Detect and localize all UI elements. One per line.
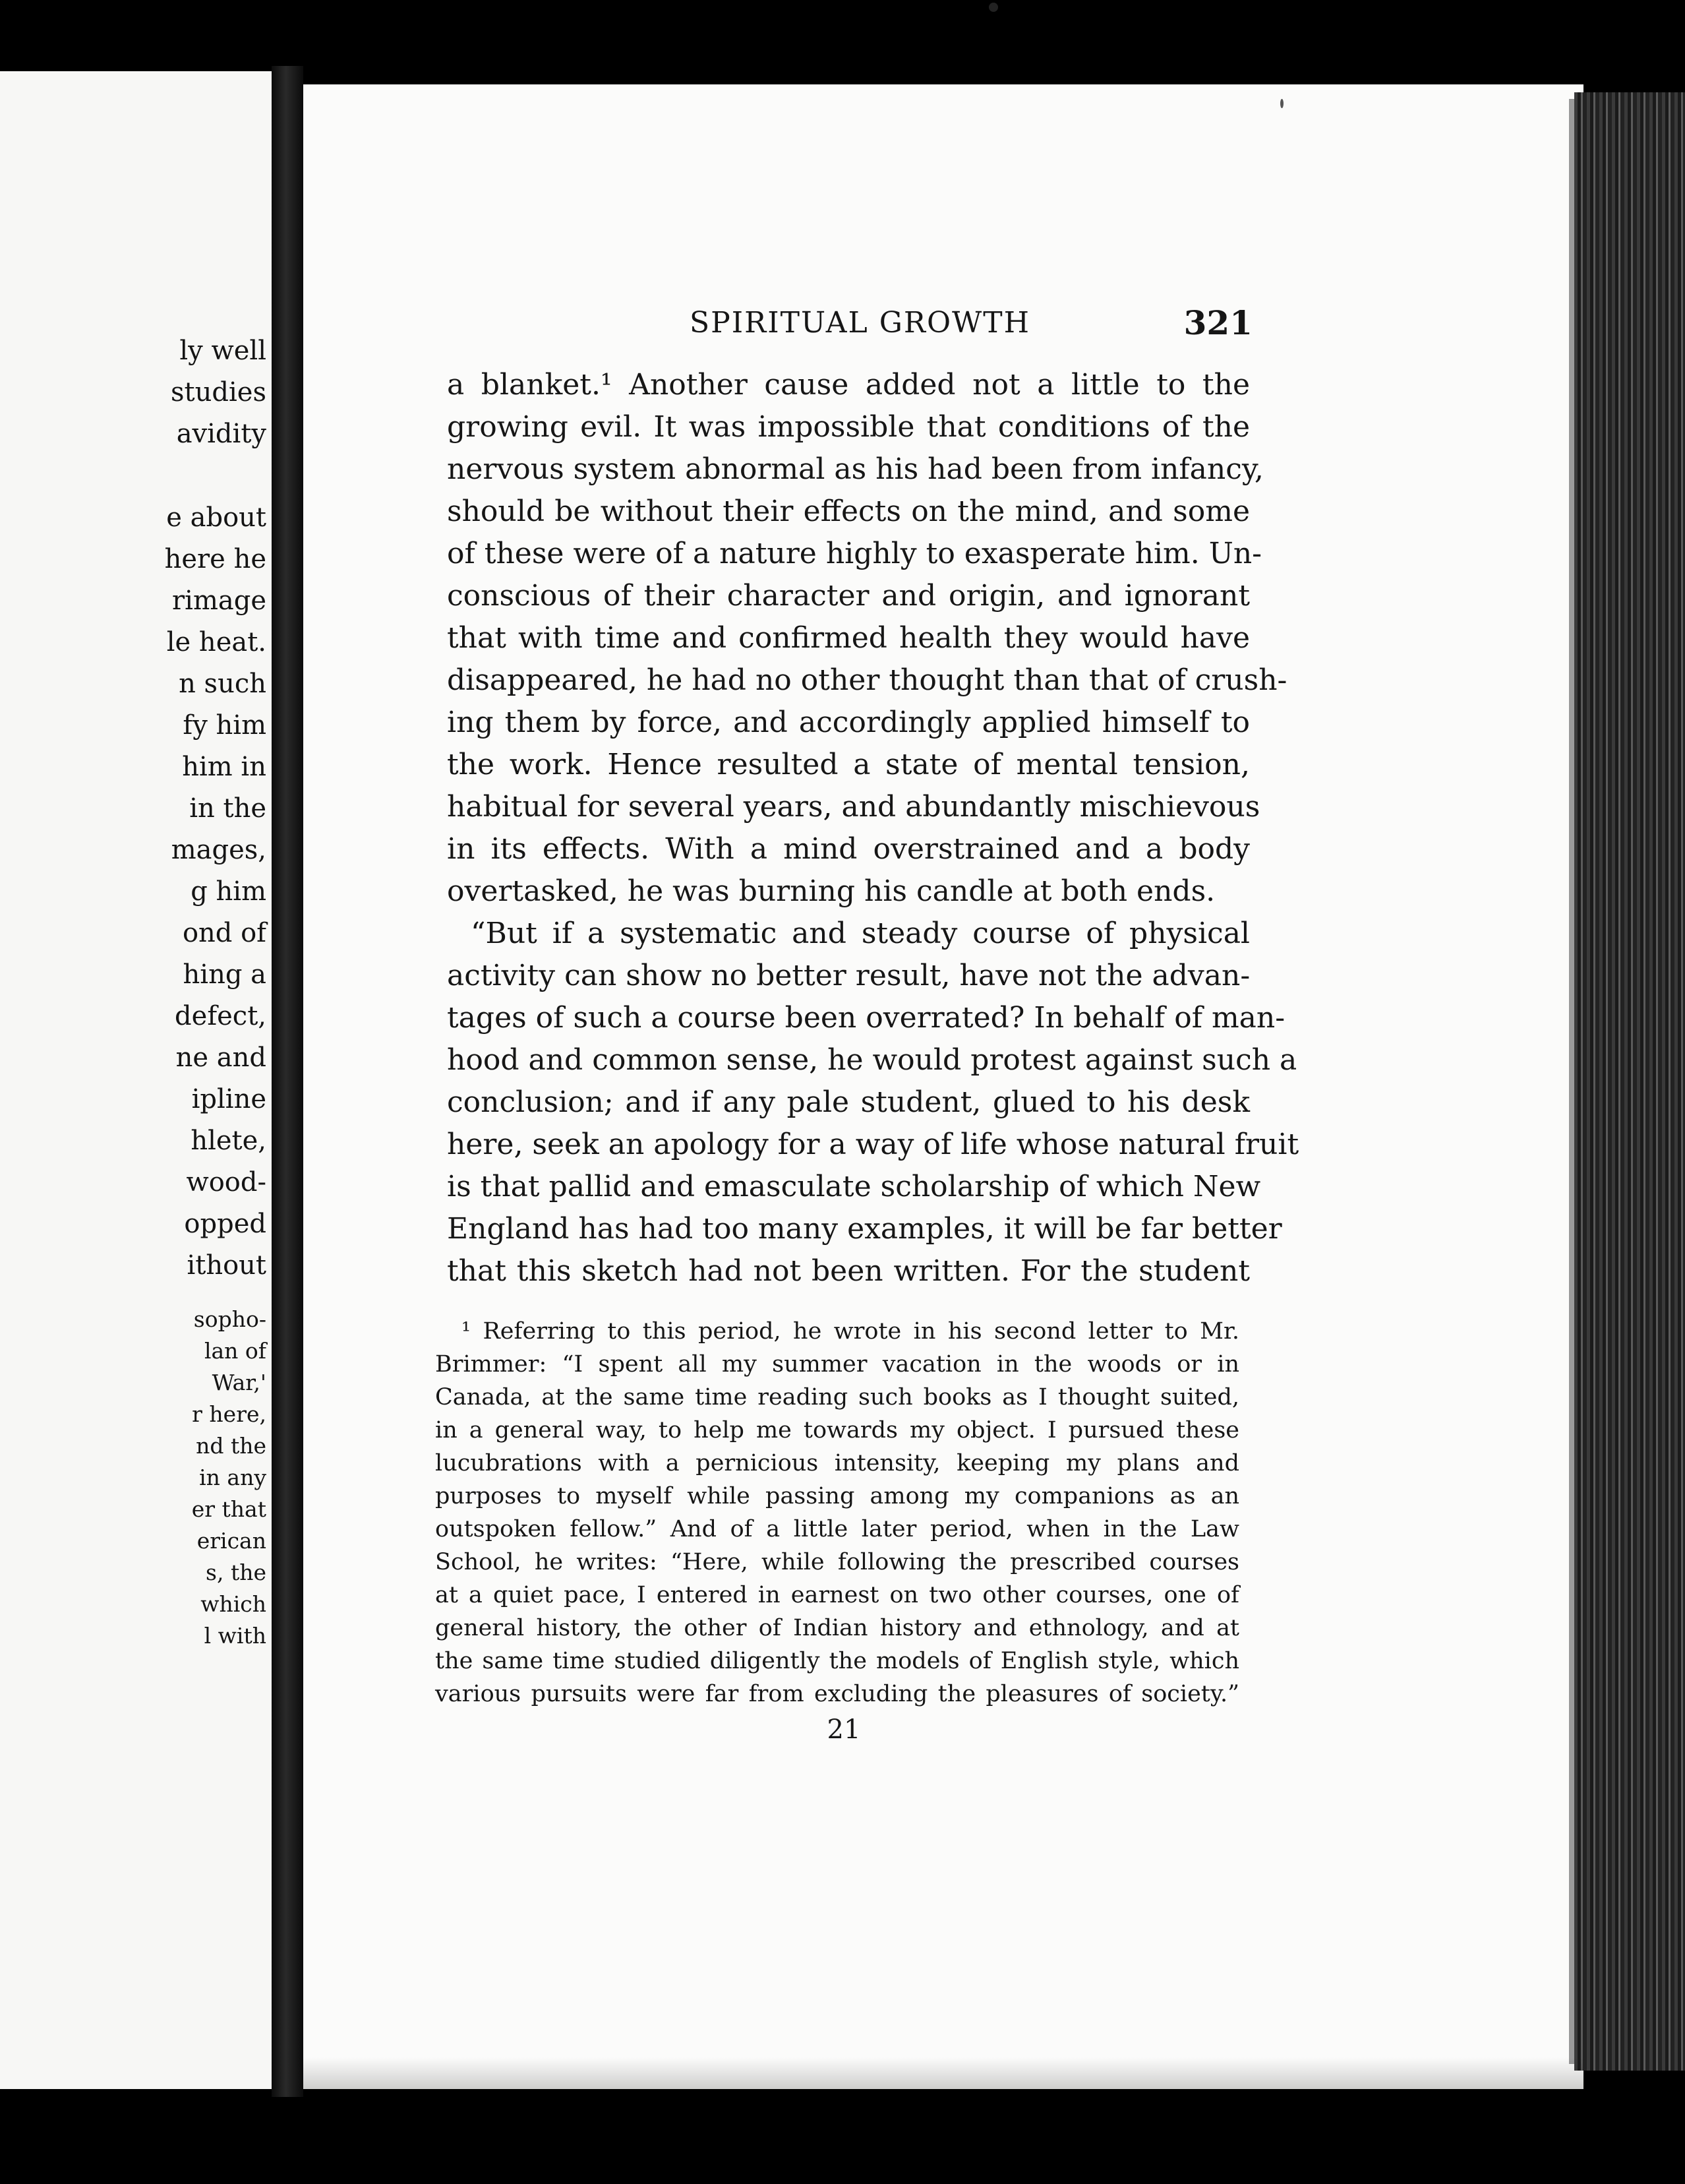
left-page-footnote-line: erican	[196, 1528, 266, 1554]
left-page-footnote-line: War,'	[212, 1370, 266, 1395]
left-page-footnote-line: sopho-	[193, 1306, 266, 1332]
body-line: tages of such a course been overrated? In behalf of man-	[447, 1001, 1286, 1035]
body-line: is that pallid and emasculate scholarship of which New	[447, 1170, 1261, 1203]
left-page-line: ne and	[175, 1043, 266, 1073]
signature-mark: 21	[827, 1714, 861, 1745]
left-page-line: ipline	[191, 1084, 266, 1114]
left-page-footnote-line: in any	[199, 1465, 266, 1490]
body-line: in its effects. With a mind overstrained and a body	[447, 832, 1250, 866]
left-page-line: avidity	[176, 419, 266, 449]
footnote-line: School, he writes: “Here, while following the prescribed courses	[435, 1549, 1239, 1575]
body-line: that with time and confirmed health they would have	[447, 621, 1250, 655]
left-page-line: defect,	[175, 1001, 266, 1031]
left-page-line: ly well	[179, 336, 266, 366]
body-line: England has had too many examples, it will be far better	[447, 1212, 1282, 1246]
footnote-line: Brimmer: “I spent all my summer vacation in the woods or in	[435, 1351, 1239, 1378]
body-line: conclusion; and if any pale student, glued to his desk	[447, 1085, 1250, 1119]
page-number: 321	[1183, 303, 1253, 342]
body-line: habitual for several years, and abundantly mischievous	[447, 790, 1260, 824]
left-page-line: e about	[166, 502, 266, 533]
footnote-line: various pursuits were far from excluding the pleasures of society.”	[435, 1681, 1239, 1707]
left-page-footnote-line: l with	[204, 1623, 266, 1649]
body-line: growing evil. It was impossible that conditions of the	[447, 410, 1250, 444]
left-page-line: rimage	[172, 586, 266, 616]
left-page-line: le heat.	[166, 627, 266, 657]
left-page-line: fy him	[183, 710, 266, 741]
body-line: should be without their effects on the mind, and some	[447, 495, 1250, 528]
left-page-footnote-line: lan of	[204, 1338, 266, 1364]
body-line: disappeared, he had no other thought than that of crush-	[447, 663, 1287, 697]
body-line: that this sketch had not been written. For the student	[447, 1254, 1250, 1288]
body-line: ing them by force, and accordingly applied himself to	[447, 706, 1250, 739]
left-page-line: studies	[171, 377, 266, 408]
scan-speck	[1280, 99, 1284, 108]
left-page-line: here he	[164, 544, 266, 574]
body-line: of these were of a nature highly to exasperate him. Un-	[447, 537, 1262, 570]
running-head: SPIRITUAL GROWTH	[690, 306, 1030, 340]
left-page-line: ithout	[187, 1250, 266, 1281]
scan-speck	[989, 3, 998, 12]
left-page-footnote-line: r here,	[192, 1401, 266, 1427]
left-page-line: mages,	[171, 835, 266, 865]
left-page-footnote-line: s, the	[206, 1560, 266, 1585]
left-page-footnote-line: er that	[191, 1496, 266, 1522]
footnote-line: Canada, at the same time reading such books as I thought suited,	[435, 1384, 1239, 1410]
left-page-line: opped	[184, 1209, 266, 1239]
left-page-line: ond of	[182, 918, 266, 948]
left-page-line: hing a	[183, 959, 266, 990]
left-page-line: g him	[191, 876, 266, 907]
left-page-footnote-line: nd the	[196, 1433, 266, 1459]
body-line: activity can show no better result, have not the advan-	[447, 959, 1251, 992]
footnote-line: lucubrations with a pernicious intensity, keeping my plans and	[435, 1450, 1239, 1476]
footnote-line: outspoken fellow.” And of a little later period, when in the Law	[435, 1516, 1239, 1542]
body-line: here, seek an apology for a way of life whose natural fruit	[447, 1128, 1299, 1161]
left-page-line: wood-	[186, 1167, 266, 1198]
footnote-line: general history, the other of Indian history and ethnology, and at	[435, 1615, 1239, 1641]
body-line: nervous system abnormal as his had been from infancy,	[447, 452, 1264, 486]
left-page-line: n such	[179, 669, 266, 699]
body-line: “But if a systematic and steady course of physical	[471, 917, 1250, 950]
body-line: hood and common sense, he would protest against such a	[447, 1043, 1297, 1077]
body-line: conscious of their character and origin, and ignorant	[447, 579, 1250, 613]
book-gutter	[272, 66, 303, 2097]
footnote-line: the same time studied diligently the models of English style, which	[435, 1648, 1239, 1674]
footnote-line: ¹ Referring to this period, he wrote in his second letter to Mr.	[461, 1318, 1239, 1345]
body-line: overtasked, he was burning his candle at both ends.	[447, 874, 1216, 908]
left-page-line: in the	[189, 793, 266, 824]
page-fore-edge	[1574, 92, 1685, 2071]
body-line: the work. Hence resulted a state of mental tension,	[447, 748, 1250, 781]
footnote-line: purposes to myself while passing among my companions as an	[435, 1483, 1239, 1509]
footnote-line: at a quiet pace, I entered in earnest on two other courses, one of	[435, 1582, 1239, 1608]
footnote-line: in a general way, to help me towards my object. I pursued these	[435, 1417, 1239, 1443]
page-bottom-shadow	[303, 2057, 1583, 2089]
body-line: a blanket.¹ Another cause added not a little to the	[447, 368, 1250, 402]
left-page-line: hlete,	[191, 1126, 266, 1156]
left-page-footnote-line: which	[200, 1591, 266, 1617]
left-page-line: him in	[182, 752, 266, 782]
left-page	[0, 71, 272, 2089]
